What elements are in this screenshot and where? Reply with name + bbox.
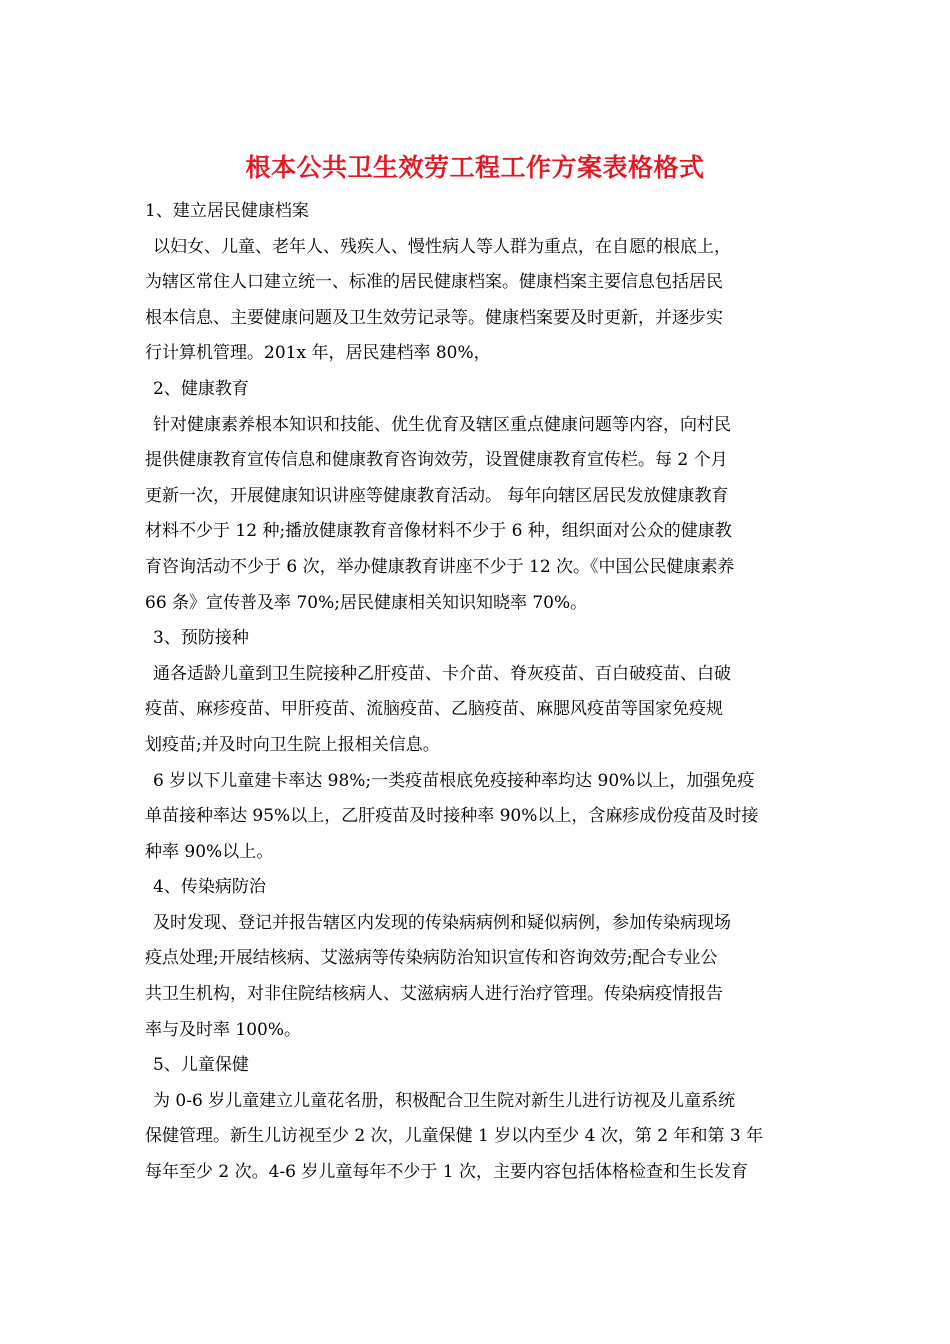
document-body [145,194,807,1191]
document-line: 针对健康素养根本知识和技能、优生优育及辖区重点健康问题等内容，向村民 [153,414,731,435]
document-line: 划疫苗;并及时向卫生院上报相关信息。 [145,734,440,755]
document-line: 为辖区常住人口建立统一、标准的居民健康档案。健康档案主要信息包括居民 [145,272,723,293]
document-line: 更新一次，开展健康知识讲座等健康教育活动。 每年向辖区居民发放健康教育 [145,485,729,506]
document-title: 根本公共卫生效劳工程工作方案表格格式 [245,153,705,182]
document-line: 共卫生机构，对非住院结核病人、艾滋病病人进行治疗管理。传染病疫情报告 [145,984,723,1005]
document-line: 育咨询活动不少于 6 次，举办健康教育讲座不少于 12 次。《中国公民健康素养 [145,556,735,577]
document-line: 疫苗、麻疹疫苗、甲肝疫苗、流脑疫苗、乙脑疫苗、麻腮风疫苗等国家免疫规 [145,699,723,720]
document-line: 每年至少 2 次。4-6 岁儿童每年不少于 1 次，主要内容包括体格检查和生长发育 [145,1162,749,1183]
document-line: 提供健康教育宣传信息和健康教育咨询效劳，设置健康教育宣传栏。每 2 个月 [145,450,728,471]
document-line: 行计算机管理。201x 年，居民建档率 80%， [145,343,491,364]
document-line: 6 岁以下儿童建卡率达 98%;一类疫苗根底免疫接种率均达 90%以上，加强免疫 [153,770,755,791]
document-line: 4、传染病防治 [153,877,266,898]
document-line: 及时发现、登记并报告辖区内发现的传染病病例和疑似病例，参加传染病现场 [153,912,731,933]
document-line: 通各适龄儿童到卫生院接种乙肝疫苗、卡介苗、脊灰疫苗、百白破疫苗、白破 [153,663,731,684]
document-line: 3、预防接种 [153,628,249,649]
document-line: 1、建立居民健康档案 [145,201,309,221]
document-line: 单苗接种率达 95%以上，乙肝疫苗及时接种率 90%以上，含麻疹成份疫苗及时接 [145,806,759,827]
document-line: 疫点处理;开展结核病、艾滋病等传染病防治知识宣传和咨询效劳;配合专业公 [145,948,718,969]
document-line: 种率 90%以上。 [145,841,274,862]
document-line: 保健管理。新生儿访视至少 2 次，儿童保健 1 岁以内至少 4 次，第 2 年和第 3 年 [145,1126,764,1147]
document-line: 根本信息、主要健康问题及卫生效劳记录等。健康档案要及时更新，并逐步实 [145,307,723,328]
document-line: 66 条》宣传普及率 70%;居民健康相关知识知晓率 70%。 [145,592,588,613]
document-line: 2、健康教育 [153,378,249,399]
document-line: 为 0-6 岁儿童建立儿童花名册，积极配合卫生院对新生儿进行访视及儿童系统 [153,1090,736,1111]
document-line: 5、儿童保健 [153,1055,249,1076]
document-line: 率与及时率 100%。 [145,1019,302,1040]
document-line: 材料不少于 12 种;播放健康教育音像材料不少于 6 种，组织面对公众的健康教 [145,521,732,542]
document-line: 以妇女、儿童、老年人、残疾人、慢性病人等人群为重点，在自愿的根底上， [153,236,731,257]
